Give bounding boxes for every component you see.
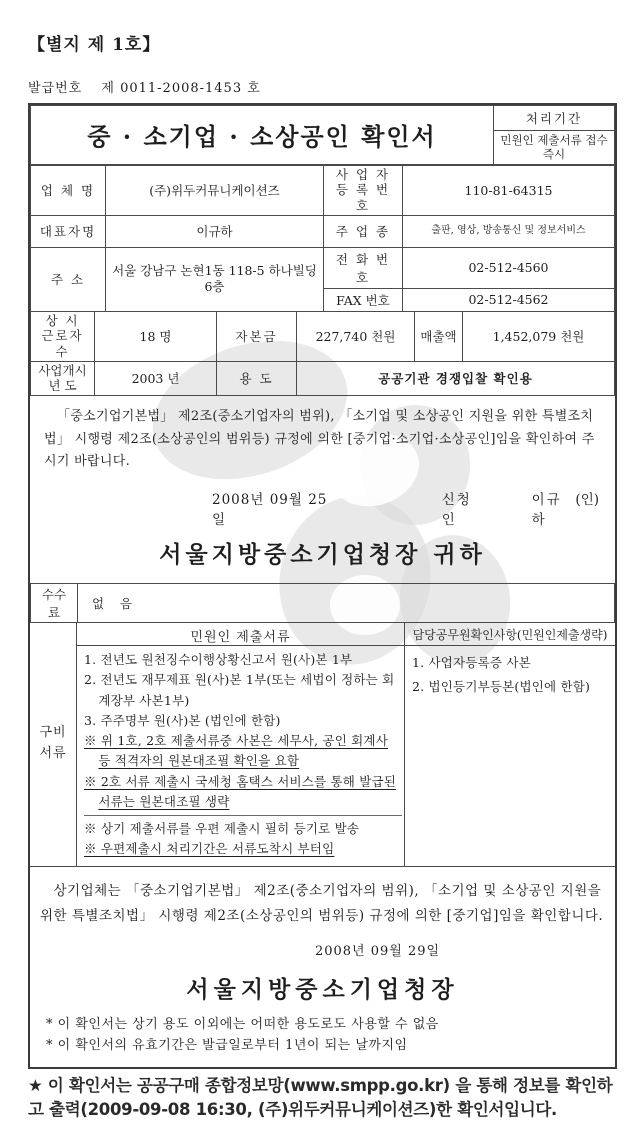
verification-footer-note: ★ 이 확인서는 공공구매 종합정보망(www.smpp.go.kr) 을 통해 정보를 확인하고 출력(2009-09-08 16:30, (주)위두커뮤니케이션즈)한 확인서입니다. (28, 1075, 613, 1120)
submit-item: 1. 전년도 원천징수이행상황신고서 원(사)본 1부 (84, 652, 353, 667)
title-cell (31, 106, 494, 165)
usage-note: * 이 확인서의 유효기간은 발급일로부터 1년이 되는 날까지임 (46, 1038, 408, 1054)
capital-value: 227,740 천원 (297, 311, 415, 361)
submit-documents-list (77, 646, 404, 866)
issuing-authority: 서울지방중소기업청장 (186, 975, 459, 1003)
applicant-label: 신청인 (441, 492, 472, 528)
start-year-value: 2003 년 (95, 361, 217, 395)
fee-value: 없 음 (78, 584, 615, 623)
request-section (30, 396, 615, 583)
submit-item: ※ 상기 제출서류를 우편 제출시 필히 등기로 발송 (84, 821, 360, 836)
company-figures-table (30, 311, 615, 396)
submit-documents-header: 민원인 제출서류 (77, 623, 404, 646)
industry-value: 출판, 영상, 방송통신 및 정보서비스 (403, 215, 615, 247)
employees-label: 상 시 근로자수 (31, 311, 95, 361)
purpose-value: 공공기관 경쟁입찰 확인용 (297, 361, 615, 395)
capital-label: 자본금 (217, 311, 297, 361)
submit-item: ※ 2호 서류 제출시 국세청 홈택스 서비스를 통해 발급된 서류는 원본대조필 생략 (84, 772, 402, 817)
address-label: 주 소 (31, 247, 106, 311)
recipient-title: 서울지방중소기업청장 귀하 (159, 541, 486, 568)
official-check-column (405, 623, 615, 866)
required-documents-section (30, 623, 615, 866)
certificate-box (28, 103, 617, 1069)
fax-value: 02-512-4562 (403, 288, 615, 311)
issue-number-line (28, 77, 617, 96)
biz-reg-value: 110-81-64315 (403, 165, 615, 215)
issue-number-label: 발급번호 (28, 81, 83, 96)
request-body: 「중소기업기본법」 제2조(중소기업자의 범위), 「소기업 및 소상공인 지원을 위한 특별조치법」 시행령 제2조(소상공인의 범위등) 규정에 의한 [중기업·소기업·소상공인]임을 확인하여 주시기 바랍니다. (44, 408, 595, 470)
processing-time-label: 처리기간 (494, 106, 615, 131)
revenue-label: 매출액 (415, 311, 463, 361)
processing-time-value: 민원인 제출서류 접수 즉시 (494, 131, 615, 165)
purpose-label: 용 도 (217, 361, 297, 395)
submit-item: ※ 위 1호, 2호 제출서류중 사본은 세무사, 공인 회계사 등 적격자의 원본대조필 확인을 요함 (84, 733, 388, 769)
phone-label: 전 화 번 호 (324, 247, 403, 288)
fee-table (30, 583, 615, 623)
confirmation-section (30, 866, 615, 1067)
issue-number-value: 제 0011-2008-1453 호 (101, 81, 261, 96)
fee-label: 수수료 (31, 584, 78, 623)
ceo-value: 이규하 (106, 215, 324, 247)
start-year-label: 사업개시 년 도 (31, 361, 95, 395)
ceo-label: 대표자명 (31, 215, 106, 247)
title-table (30, 105, 615, 165)
usage-notes (40, 1014, 605, 1057)
submit-item: 3. 주주명부 원(사)본 (법인에 한함) (84, 712, 281, 728)
document-title: 중 · 소기업 · 소상공인 확인서 (87, 122, 437, 152)
company-name-label: 업 체 명 (31, 165, 106, 215)
official-item: 2. 법인등기부등본(법인에 한함) (412, 678, 591, 694)
company-name-value: (주)위두커뮤니케이션즈 (106, 165, 324, 215)
phone-value: 02-512-4560 (403, 247, 615, 288)
seal-mark: (인) (575, 492, 599, 508)
address-value: 서울 강남구 논현1동 118-5 하나빌딩 6층 (106, 247, 324, 311)
fax-label: FAX 번호 (324, 288, 403, 311)
request-date: 2008년 09월 25일 (212, 492, 328, 528)
applicant-name: 이규하 (531, 492, 562, 528)
usage-note: * 이 확인서는 상기 용도 이외에는 어떠한 용도로도 사용할 수 없음 (46, 1016, 439, 1032)
request-signature-line (44, 488, 601, 528)
official-item: 1. 사업자등록증 사본 (412, 655, 531, 670)
employees-value: 18 명 (95, 311, 217, 361)
required-documents-label: 구비 서류 (30, 623, 77, 866)
attachment-label: 【별지 제 1호】 (28, 35, 161, 55)
official-check-list (405, 646, 615, 705)
industry-label: 주 업 종 (324, 215, 403, 247)
confirmation-date: 2008년 09월 29일 (314, 943, 441, 959)
biz-reg-label: 사 업 자 등 록 번 호 (324, 165, 403, 215)
submit-item: 2. 전년도 재무제표 원(사)본 1부(또는 세법이 정하는 회계장부 사본1부) (84, 672, 395, 708)
submit-item: ※ 우편제출시 처리기간은 서류도착시 부터임 (84, 841, 335, 857)
official-check-header: 담당공무원확인사항(민원인제출생략) (405, 623, 615, 646)
revenue-value: 1,452,079 천원 (463, 311, 615, 361)
company-info-table (30, 165, 615, 312)
confirmation-body: 상기업체는 「중소기업기본법」 제2조(중소기업자의 범위), 「소기업 및 소상공인 지원을 위한 특별조치법」 시행령 제2조(소상공인의 범위등) 규정에 의한 [중기업]임을 확인합니다. (40, 882, 604, 925)
submit-documents-column (77, 623, 405, 866)
